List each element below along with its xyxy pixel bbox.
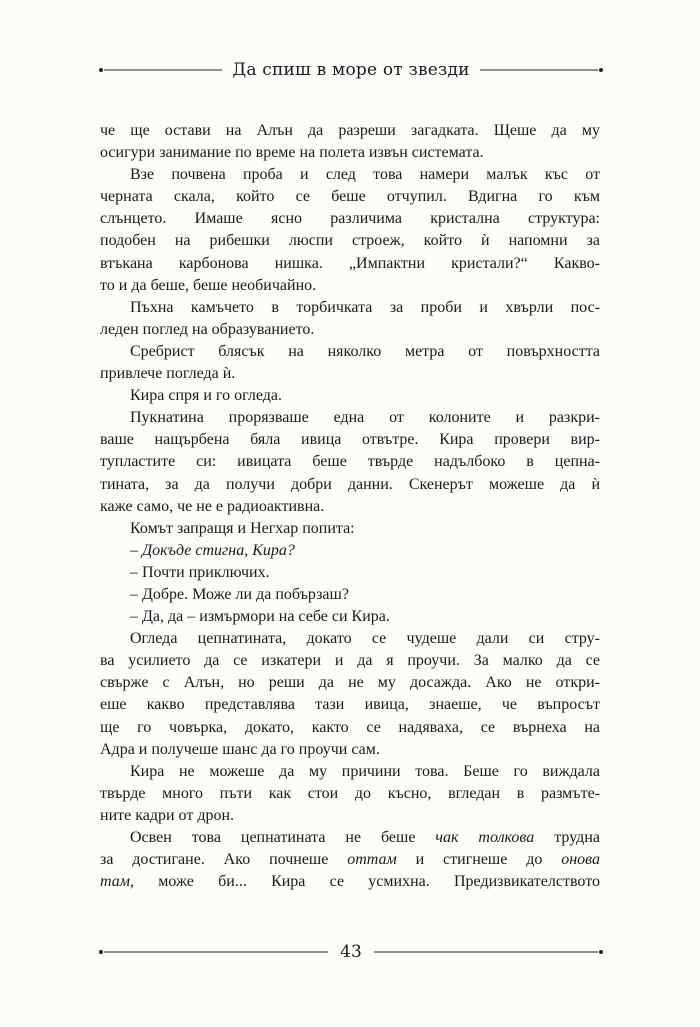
- text-line: слънцето. Имаше ясно различима кристална структура:: [100, 210, 600, 228]
- text-line: Пъхна камъчето в торбичката за проби и хвърли пос-: [130, 298, 600, 316]
- text-line: Кира не можеше да му причини това. Беше го виждала: [130, 762, 600, 780]
- header-rule: [98, 60, 604, 80]
- dialogue-line: – Докъде стигна, Кира?: [130, 541, 295, 559]
- text-line: еше какво представлява тази ивица, знаеше, че въпросът: [100, 696, 600, 714]
- text-line: Огледа цепнатината, докато се чудеше дали си стру-: [130, 630, 600, 648]
- text-line: тупластите си: ивицата беше твърде надълбоко в цепна-: [100, 453, 600, 471]
- text-line: леден поглед на образуванието.: [100, 320, 315, 338]
- text-line: то и да беше, беше необичайно.: [100, 276, 317, 294]
- text-line: ните кадри от дрон.: [100, 806, 235, 824]
- footer-rule: [98, 942, 604, 962]
- dialogue-line: – Почти приключих.: [130, 563, 270, 581]
- running-title: Да спиш в море от звезди: [98, 60, 604, 80]
- text-line: втъкана карбонова нишка. „Импактни кристали?“ Какво-: [100, 254, 600, 272]
- text-line: Пукнатина прорязваше една от колоните и разкри-: [130, 409, 600, 427]
- text-line: твърде много пъти как стои до късно, вгледан в размъте-: [100, 784, 600, 802]
- text-line: подобен на рибешки люспи строеж, който ѝ напомни за: [100, 232, 600, 250]
- text-line: Освен това цепнатината не беше чак толкова трудна: [130, 829, 600, 846]
- text-line: Взе почвена проба и след това намери малък къс от: [130, 166, 600, 184]
- text-line: черната скала, който се беше отчупил. Вдигна го към: [100, 188, 600, 206]
- text-line: Кира спря и го огледа.: [130, 387, 282, 405]
- text-line: ва усилието да се изкатери и да я проучи. За малко да се: [100, 652, 600, 670]
- body-text: [100, 120, 600, 893]
- text-line: там, може би... Кира се усмихна. Предизвикателството: [100, 873, 600, 891]
- text-line: Сребрист блясък на няколко метра от повърхността: [130, 342, 600, 360]
- text-line: ще го човърка, докато, както се надяваха, се върнеха на: [100, 718, 600, 736]
- text-line: ваше нащърбена бяла ивица отвътре. Кира провери вир-: [100, 431, 600, 449]
- text-line: осигури занимание по време на полета извън системата.: [100, 144, 484, 162]
- text-line: за достигане. Ако почнеше оттам и стигнеше до онова: [100, 851, 600, 869]
- page-number: 43: [98, 942, 604, 962]
- dialogue-line: – Добре. Може ли да побързаш?: [130, 585, 349, 603]
- dialogue-line: – Да, да – измърмори на себе си Кира.: [130, 608, 390, 626]
- text-line: каже само, че не е радиоактивна.: [100, 497, 325, 515]
- text-line: Комът запращя и Негхар попита:: [130, 519, 355, 537]
- text-line: свърже с Алън, но реши да не му досажда. Ако не откри-: [100, 674, 600, 692]
- text-line: че ще остави на Алън да разреши загадката. Щеше да му: [100, 122, 600, 139]
- text-line: тината, за да получи добри данни. Скенерът можеше да ѝ: [100, 475, 600, 493]
- text-line: привлече погледа ѝ.: [100, 365, 236, 383]
- text-line: Адра и получеше шанс да го проучи сам.: [100, 740, 380, 758]
